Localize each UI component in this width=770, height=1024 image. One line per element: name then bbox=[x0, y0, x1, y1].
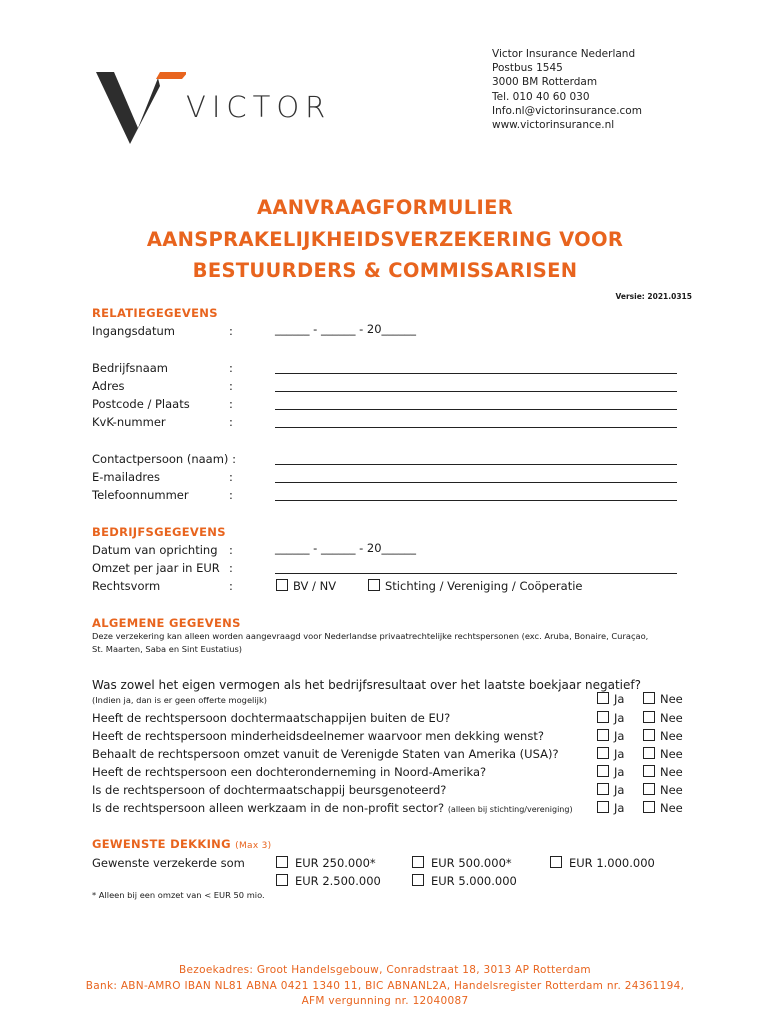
emailadres-label: E-mailadres bbox=[92, 470, 160, 484]
footer-line: AFM vergunning nr. 12040087 bbox=[301, 995, 469, 1007]
emailadres-field[interactable] bbox=[275, 482, 677, 483]
ja-label: Ja bbox=[614, 765, 625, 779]
postcode-plaats-field[interactable] bbox=[275, 409, 677, 410]
q6-ja-checkbox[interactable] bbox=[597, 783, 609, 795]
q2-nee-checkbox[interactable] bbox=[643, 711, 655, 723]
q6-nee-checkbox[interactable] bbox=[643, 783, 655, 795]
address-line: 3000 BM Rotterdam bbox=[492, 76, 598, 89]
oprichting-field[interactable]: ______ - ______ - 20______ bbox=[275, 541, 417, 555]
address-line: www.victorinsurance.nl bbox=[492, 119, 615, 132]
form-title-line-1: AANVRAAGFORMULIER bbox=[256, 196, 514, 219]
ja-label: Ja bbox=[614, 692, 625, 706]
ingangsdatum-field[interactable]: ______ - ______ - 20______ bbox=[275, 322, 417, 336]
address-line: Tel. 010 40 60 030 bbox=[492, 90, 590, 103]
dekking-500k-checkbox[interactable] bbox=[412, 856, 424, 868]
question-negatief-note: (Indien ja, dan is er geen offerte mogelijk) bbox=[92, 695, 268, 705]
question-negatief: Was zowel het eigen vermogen als het bedrijfsresultaat over het laatste boekjaar negatief? bbox=[92, 678, 641, 692]
nee-label: Nee bbox=[660, 765, 683, 779]
dekking-5m-checkbox[interactable] bbox=[412, 874, 424, 886]
section-heading-dekking bbox=[92, 837, 271, 851]
dekking-footnote: * Alleen bij een omzet van < EUR 50 mio. bbox=[92, 890, 265, 900]
form-title-line-2: AANSPRAKELIJKHEIDSVERZEKERING VOOR bbox=[146, 228, 624, 251]
telefoonnummer-label: Telefoonnummer bbox=[92, 488, 189, 502]
dekking-2-5m-label: EUR 2.500.000 bbox=[295, 874, 381, 888]
address-line: Victor Insurance Nederland bbox=[492, 48, 636, 60]
version-label: Versie: 2021.0315 bbox=[615, 292, 692, 301]
q2-ja-checkbox[interactable] bbox=[597, 711, 609, 723]
q1-ja-checkbox[interactable] bbox=[597, 692, 609, 704]
ja-label: Ja bbox=[614, 711, 625, 725]
ingangsdatum-label: Ingangsdatum bbox=[92, 324, 175, 338]
bedrijfsnaam-field[interactable] bbox=[275, 373, 677, 374]
nee-label: Nee bbox=[660, 783, 683, 797]
victor-logo bbox=[96, 66, 186, 146]
footer-line: Bank: ABN-AMRO IBAN NL81 ABNA 0421 1340 11, BIC ABNANL2A, Handelsregister Rotterdam nr. 24361194, bbox=[85, 979, 685, 992]
colon: : bbox=[229, 470, 233, 484]
colon: : bbox=[229, 579, 233, 593]
ja-label: Ja bbox=[614, 801, 625, 815]
section-heading-algemeen: ALGEMENE GEGEVENS bbox=[92, 616, 241, 630]
company-address bbox=[492, 47, 642, 132]
q7-nee-checkbox[interactable] bbox=[643, 801, 655, 813]
section-heading-relatie: RELATIEGEGEVENS bbox=[92, 306, 218, 320]
dekking-250k-checkbox[interactable] bbox=[276, 856, 288, 868]
logo-wordmark: VICTOR bbox=[186, 90, 332, 124]
adres-field[interactable] bbox=[275, 391, 677, 392]
adres-label: Adres bbox=[92, 379, 125, 393]
q1-nee-checkbox[interactable] bbox=[643, 692, 655, 704]
kvk-nummer-label: KvK-nummer bbox=[92, 415, 166, 429]
bedrijfsnaam-label: Bedrijfsnaam bbox=[92, 361, 169, 375]
question-noord-amerika: Heeft de rechtspersoon een dochteronderneming in Noord-Amerika? bbox=[92, 765, 487, 779]
dekking-500k-label: EUR 500.000* bbox=[431, 856, 512, 870]
footer-line: Bezoekadres: Groot Handelsgebouw, Conradstraat 18, 3013 AP Rotterdam bbox=[179, 964, 591, 976]
dekking-heading: GEWENSTE DEKKING bbox=[92, 837, 231, 851]
omzet-field[interactable] bbox=[275, 573, 677, 574]
q3-ja-checkbox[interactable] bbox=[597, 729, 609, 741]
form-title-line-3: BESTUURDERS & COMMISSARISEN bbox=[192, 259, 578, 282]
algemeen-intro bbox=[92, 630, 648, 655]
q3-nee-checkbox[interactable] bbox=[643, 729, 655, 741]
q7-ja-checkbox[interactable] bbox=[597, 801, 609, 813]
q4-ja-checkbox[interactable] bbox=[597, 747, 609, 759]
q5-nee-checkbox[interactable] bbox=[643, 765, 655, 777]
colon: : bbox=[229, 397, 233, 411]
dekking-2-5m-checkbox[interactable] bbox=[276, 874, 288, 886]
rechtsvorm-stichting-checkbox[interactable] bbox=[368, 579, 380, 591]
rechtsvorm-stichting-label: Stichting / Vereniging / Coöperatie bbox=[385, 579, 583, 593]
question-omzet-usa: Behaalt de rechtspersoon omzet vanuit de Verenigde Staten van Amerika (USA)? bbox=[92, 747, 559, 761]
verzekerde-som-label: Gewenste verzekerde som bbox=[92, 856, 245, 870]
postcode-plaats-label: Postcode / Plaats bbox=[92, 397, 190, 411]
colon: : bbox=[229, 561, 233, 575]
contactpersoon-field[interactable] bbox=[275, 464, 677, 465]
question-minderheid: Heeft de rechtspersoon minderheidsdeelnemer waarvoor men dekking wenst? bbox=[92, 729, 544, 743]
colon: : bbox=[229, 543, 233, 557]
colon: : bbox=[229, 379, 233, 393]
intro-line: Deze verzekering kan alleen worden aangevraagd voor Nederlandse privaatrechtelijke rechtspersonen (exc. Aruba, Bonaire, Curaçao, bbox=[92, 631, 649, 641]
rechtsvorm-bv-label: BV / NV bbox=[293, 579, 337, 593]
rechtsvorm-bv-checkbox[interactable] bbox=[276, 579, 288, 591]
oprichting-label: Datum van oprichting bbox=[92, 543, 218, 557]
ja-label: Ja bbox=[614, 729, 625, 743]
nee-label: Nee bbox=[660, 801, 683, 815]
page-footer bbox=[0, 963, 770, 1010]
dekking-250k-label: EUR 250.000* bbox=[295, 856, 376, 870]
kvk-nummer-field[interactable] bbox=[275, 427, 677, 428]
nee-label: Nee bbox=[660, 711, 683, 725]
address-line: Postbus 1545 bbox=[492, 62, 563, 75]
ja-label: Ja bbox=[614, 747, 625, 761]
contactpersoon-label: Contactpersoon (naam) : bbox=[92, 452, 236, 466]
section-heading-bedrijf: BEDRIJFSGEGEVENS bbox=[92, 525, 226, 539]
question-beursgenoteerd: Is de rechtspersoon of dochtermaatschappij beursgenoteerd? bbox=[92, 783, 447, 797]
question-dochter-eu: Heeft de rechtspersoon dochtermaatschappijen buiten de EU? bbox=[92, 711, 451, 725]
address-line: Info.nl@victorinsurance.com bbox=[492, 104, 642, 117]
dekking-1m-label: EUR 1.000.000 bbox=[569, 856, 655, 870]
question-non-profit-text: Is de rechtspersoon alleen werkzaam in de non-profit sector? bbox=[92, 801, 445, 815]
dekking-1m-checkbox[interactable] bbox=[550, 856, 562, 868]
dekking-5m-label: EUR 5.000.000 bbox=[431, 874, 517, 888]
colon: : bbox=[229, 488, 233, 502]
nee-label: Nee bbox=[660, 692, 683, 706]
colon: : bbox=[229, 361, 233, 375]
nee-label: Nee bbox=[660, 747, 683, 761]
q4-nee-checkbox[interactable] bbox=[643, 747, 655, 759]
colon: : bbox=[229, 324, 233, 338]
colon: : bbox=[229, 415, 233, 429]
ja-label: Ja bbox=[614, 783, 625, 797]
rechtsvorm-label: Rechtsvorm bbox=[92, 579, 161, 593]
victor-v-mark-icon bbox=[96, 66, 186, 146]
intro-line: St. Maarten, Saba en Sint Eustatius) bbox=[92, 643, 243, 654]
omzet-label: Omzet per jaar in EUR bbox=[92, 561, 220, 575]
question-non-profit bbox=[92, 801, 573, 817]
question-non-profit-note: (alleen bij stichting/vereniging) bbox=[447, 805, 573, 814]
nee-label: Nee bbox=[660, 729, 683, 743]
telefoonnummer-field[interactable] bbox=[275, 500, 677, 501]
dekking-max-note: (Max 3) bbox=[235, 841, 272, 851]
q5-ja-checkbox[interactable] bbox=[597, 765, 609, 777]
